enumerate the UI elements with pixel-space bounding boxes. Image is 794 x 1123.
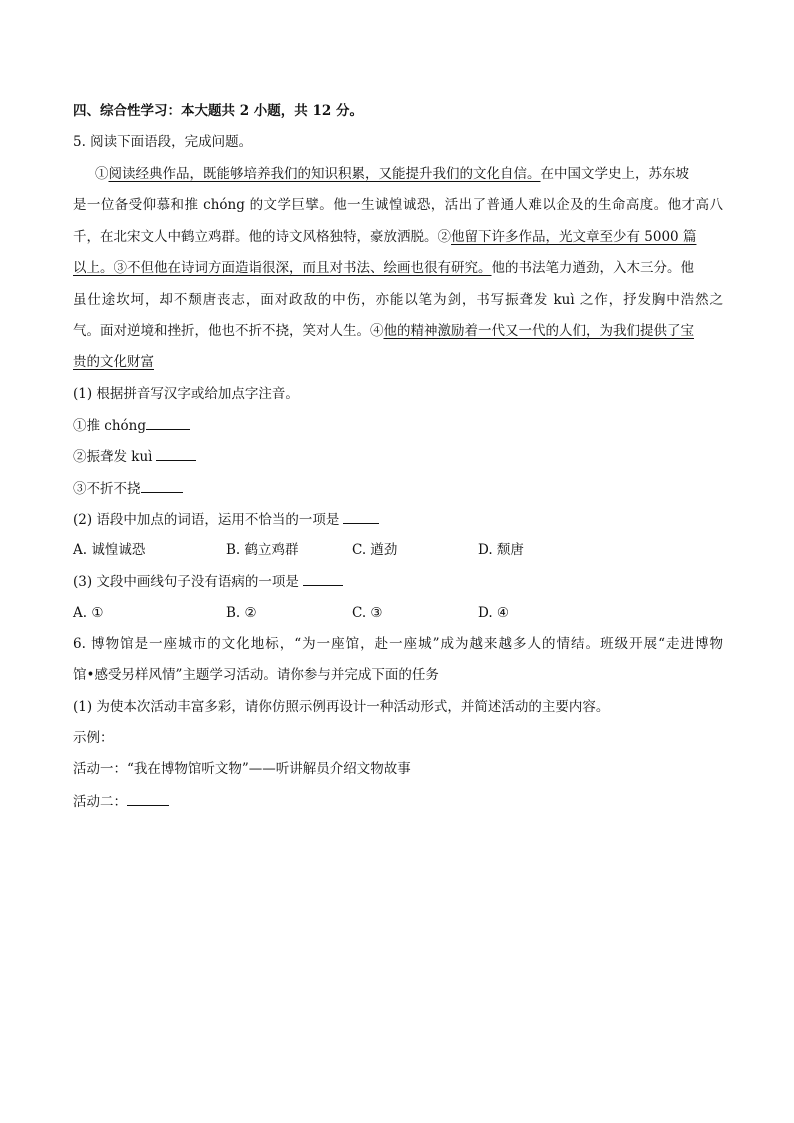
q5-sub2-option-b[interactable]: B. 鹤立鸡群 bbox=[226, 542, 299, 558]
passage-text: 千，在北宋文人中鹤立鸡群。他的诗文风格独特，豪放洒脱。② bbox=[73, 229, 451, 245]
item-label: ②振聋发 kuì bbox=[73, 449, 153, 465]
activity-1: 活动一：“我在博物馆听文物”——听讲解员介绍文物故事 bbox=[73, 761, 411, 777]
q5-sub1-item-3 bbox=[73, 478, 723, 499]
q5-sub2-stem bbox=[73, 509, 723, 530]
passage-line-3 bbox=[73, 227, 723, 247]
passage-text: 在中国文学史上，苏东坡 bbox=[540, 166, 689, 182]
sentence-marker-1: ① bbox=[95, 166, 109, 182]
question-6-stem-line-1: 6. 博物馆是一座城市的文化地标，“为一座馆，赴一座城”成为越来越多人的情结。班级开展“走进博物 bbox=[73, 636, 723, 652]
q5-sub2-option-c[interactable]: C. 遒劲 bbox=[352, 542, 398, 558]
activity-2-label: 活动二： bbox=[73, 794, 127, 810]
answer-blank[interactable] bbox=[146, 415, 190, 430]
section-info: ：本大题共 2 小题，共 12 分。 bbox=[167, 103, 363, 119]
answer-blank[interactable] bbox=[127, 791, 169, 806]
passage-text: 他的书法笔力遒劲，入木三分。他 bbox=[491, 260, 694, 276]
q6-sub1-stem: (1) 为使本次活动丰富多彩，请你仿照示例再设计一种活动形式，并简述活动的主要内容。 bbox=[73, 699, 610, 715]
section-header bbox=[73, 101, 723, 121]
underlined-sentence-4: 他的精神激励着一代又一代的人们，为我们提供了宝 bbox=[383, 323, 694, 339]
q5-sub3-option-c[interactable]: C. ③ bbox=[352, 605, 383, 621]
answer-blank[interactable] bbox=[303, 571, 343, 586]
q5-sub3-option-d[interactable]: D. ④ bbox=[478, 605, 510, 621]
passage-text: 气。面对逆境和挫折，他也不折不挠，笑对人生。④ bbox=[73, 323, 384, 339]
stem-text: (2) 语段中加点的词语，运用不恰当的一项是 bbox=[73, 512, 340, 528]
answer-blank[interactable] bbox=[156, 446, 196, 461]
underlined-sentence-4-cont: 贵的文化财富 bbox=[73, 354, 154, 370]
q5-sub1-stem: (1) 根据拼音写汉字或给加点字注音。 bbox=[73, 386, 299, 402]
q5-sub1-item-1 bbox=[73, 415, 723, 436]
q5-sub3-option-b[interactable]: B. ② bbox=[226, 605, 257, 621]
activity-2 bbox=[73, 791, 723, 812]
passage-line-2: 是一位备受仰慕和推 chóng 的文学巨擘。他一生诚惶诚恐，活出了普通人难以企及的生命高度。他才高八 bbox=[73, 197, 723, 213]
stem-text: (3) 文段中画线句子没有语病的一项是 bbox=[73, 574, 299, 590]
passage-line-5: 虽仕途坎坷，却不颓唐丧志，面对政敌的中伤，亦能以笔为剑，书写振聋发 kuì 之作，抒发胸中浩然之 bbox=[73, 292, 723, 308]
passage-line-7 bbox=[73, 352, 723, 372]
underlined-sentence-3: 以上。③不但他在诗词方面造诣很深，而且对书法、绘画也很有研究。 bbox=[73, 260, 492, 276]
item-label: ③不折不挠 bbox=[73, 481, 141, 497]
passage-line-1 bbox=[95, 164, 723, 184]
underlined-sentence-1: 阅读经典作品，既能够培养我们的知识积累，又能提升我们的文化自信。 bbox=[108, 166, 541, 182]
passage-line-4 bbox=[73, 258, 723, 278]
question-6-stem-line-2: 馆•感受另样风情”主题学习活动。请你参与并完成下面的任务 bbox=[73, 667, 439, 683]
q5-sub3-option-a[interactable]: A. ① bbox=[73, 605, 104, 621]
q5-sub1-item-2 bbox=[73, 446, 723, 467]
q5-sub2-option-a[interactable]: A. 诚惶诚恐 bbox=[73, 542, 146, 558]
example-label: 示例： bbox=[73, 730, 114, 746]
q5-sub2-option-d[interactable]: D. 颓唐 bbox=[478, 542, 524, 558]
answer-blank[interactable] bbox=[141, 478, 183, 493]
item-label: ①推 chóng bbox=[73, 418, 147, 434]
passage-line-6 bbox=[73, 321, 723, 341]
q5-sub3-stem bbox=[73, 571, 723, 592]
question-5-stem: 5. 阅读下面语段，完成问题。 bbox=[73, 134, 253, 150]
underlined-sentence-2: 他留下许多作品，光文章至少有 5000 篇 bbox=[451, 229, 697, 245]
answer-blank[interactable] bbox=[343, 509, 379, 524]
section-title: 四、综合性学习 bbox=[73, 103, 168, 119]
